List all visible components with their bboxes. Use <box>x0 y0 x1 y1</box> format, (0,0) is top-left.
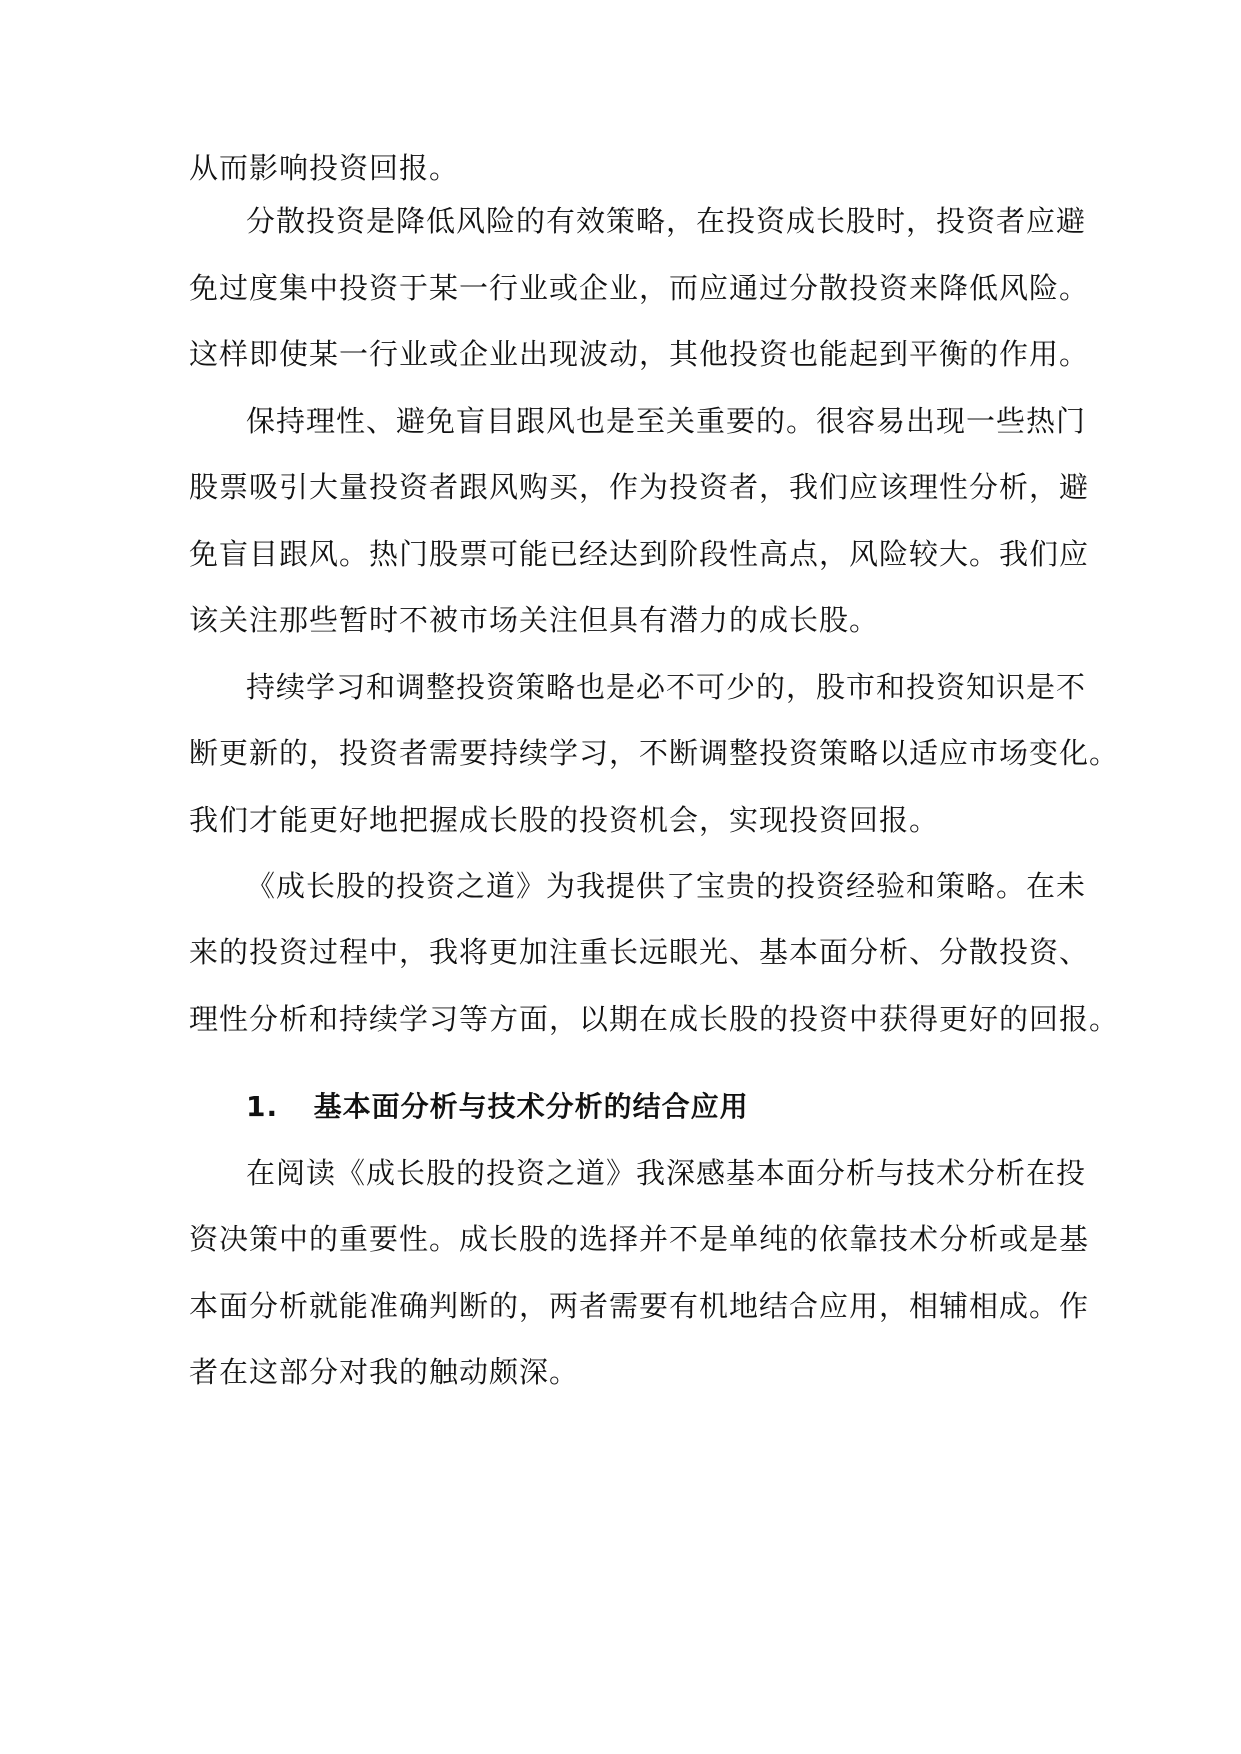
paragraph-line: 保持理性、避免盲目跟风也是至关重要的。很容易出现一些热门 <box>246 404 1087 438</box>
paragraph-line: 《成长股的投资之道》为我提供了宝贵的投资经验和策略。在未 <box>246 869 1087 903</box>
paragraph-line: 我们才能更好地把握成长股的投资机会，实现投资回报。 <box>189 803 940 837</box>
paragraph-line: 该关注那些暂时不被市场关注但具有潜力的成长股。 <box>189 603 880 637</box>
paragraph-line: 免过度集中投资于某一行业或企业，而应通过分散投资来降低风险。 <box>189 271 1090 305</box>
paragraph-line: 股票吸引大量投资者跟风购买，作为投资者，我们应该理性分析，避 <box>189 470 1090 504</box>
paragraph-line: 资决策中的重要性。成长股的选择并不是单纯的依靠技术分析或是基 <box>189 1222 1090 1256</box>
paragraph-line: 理性分析和持续学习等方面，以期在成长股的投资中获得更好的回报。 <box>189 1002 1120 1036</box>
paragraph-line: 在阅读《成长股的投资之道》我深感基本面分析与技术分析在投 <box>246 1156 1087 1190</box>
paragraph-line: 断更新的，投资者需要持续学习，不断调整投资策略以适应市场变化。 <box>189 736 1120 770</box>
paragraph-line: 免盲目跟风。热门股票可能已经达到阶段性高点，风险较大。我们应 <box>189 537 1090 571</box>
paragraph-line: 持续学习和调整投资策略也是必不可少的，股市和投资知识是不 <box>246 670 1087 704</box>
paragraph-line: 者在这部分对我的触动颇深。 <box>189 1355 580 1389</box>
section-number: 1. <box>246 1090 279 1123</box>
paragraph-line: 分散投资是降低风险的有效策略，在投资成长股时，投资者应避 <box>246 204 1087 238</box>
section-title: 基本面分析与技术分析的结合应用 <box>313 1090 749 1123</box>
section-heading <box>246 1087 749 1127</box>
paragraph-line: 来的投资过程中，我将更加注重长远眼光、基本面分析、分散投资、 <box>189 935 1090 969</box>
paragraph-line: 从而影响投资回报。 <box>189 151 460 185</box>
paragraph-line: 这样即使某一行业或企业出现波动，其他投资也能起到平衡的作用。 <box>189 337 1090 371</box>
paragraph-line: 本面分析就能准确判断的，两者需要有机地结合应用，相辅相成。作 <box>189 1289 1090 1323</box>
